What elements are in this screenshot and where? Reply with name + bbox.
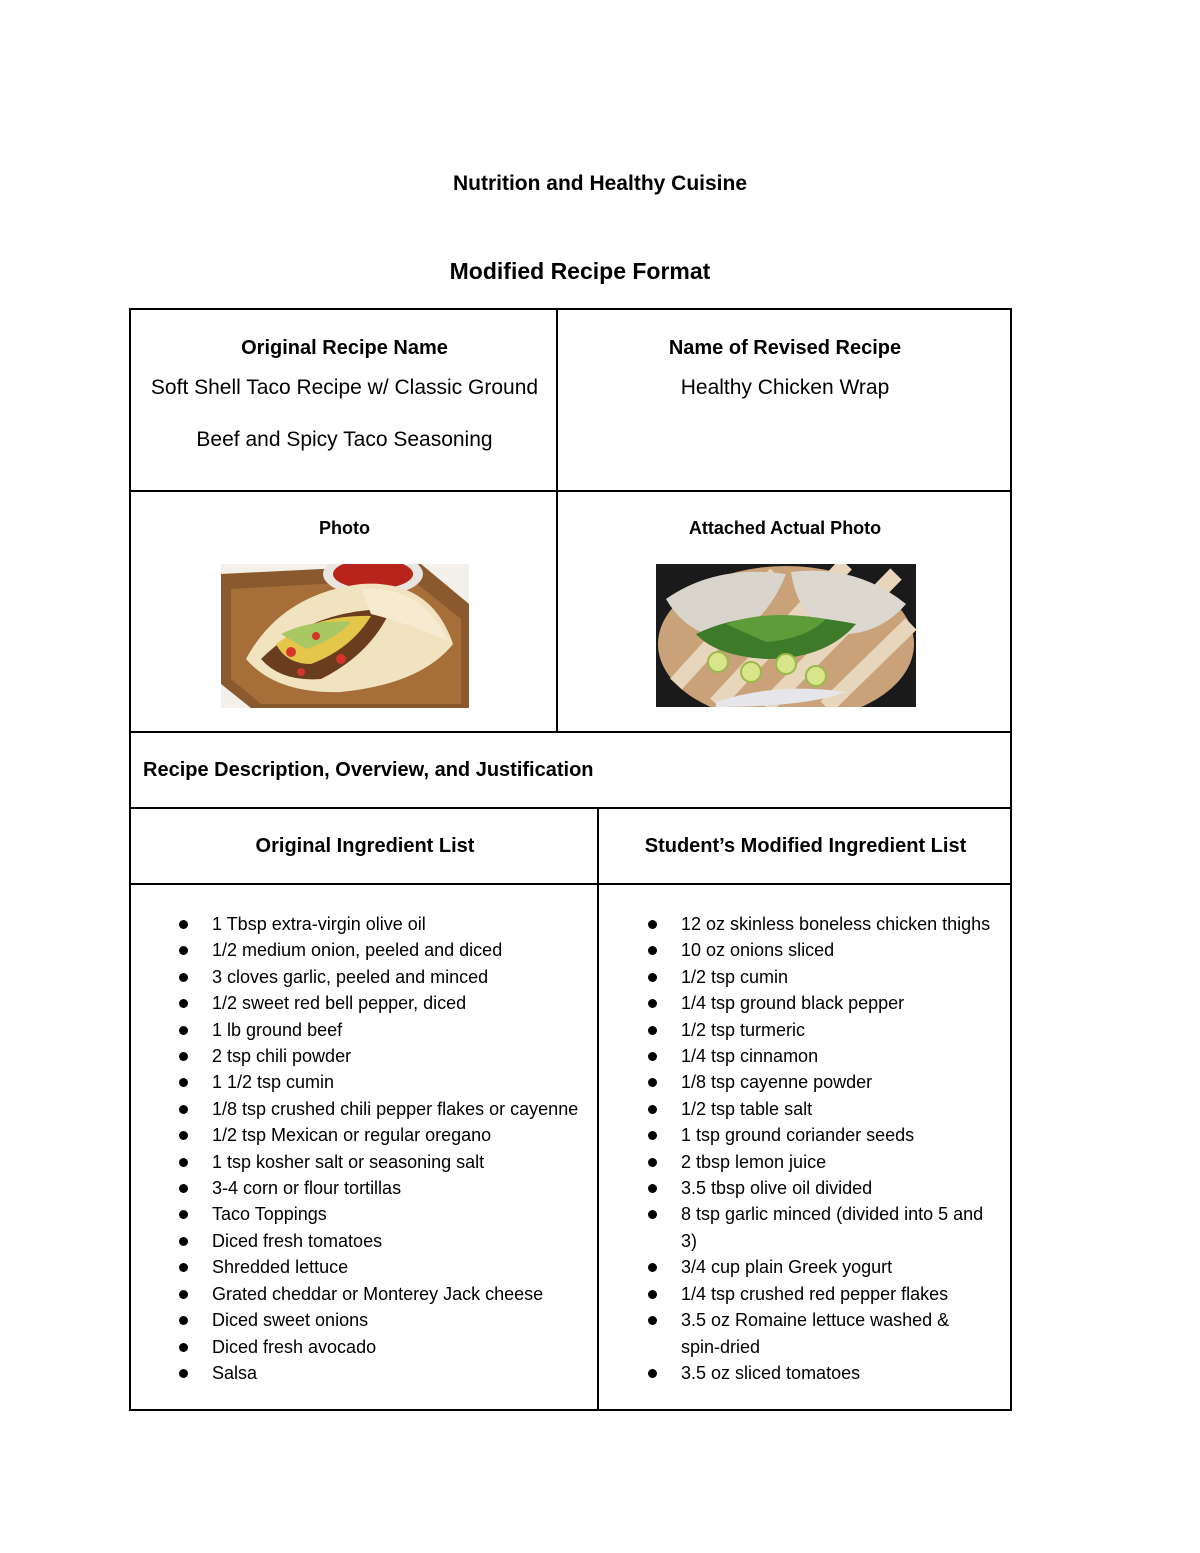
ingredient-item: 8 tsp garlic minced (divided into 5 and 3)	[681, 1201, 991, 1254]
ingredient-item: 1/2 tsp turmeric	[681, 1017, 991, 1043]
ingredient-item: 1/4 tsp cinnamon	[681, 1043, 991, 1069]
ingredient-item: 12 oz skinless boneless chicken thighs	[681, 911, 991, 937]
ingredient-item: 3 cloves garlic, peeled and minced	[212, 964, 597, 990]
row-divider	[131, 883, 1010, 885]
original-name-cell	[131, 310, 558, 490]
revised-name-cell	[558, 310, 1012, 490]
modified-ingredient-list	[681, 911, 991, 1386]
description-cell	[131, 733, 1012, 807]
original-ingredient-list	[212, 911, 597, 1386]
ingredient-item: 1 1/2 tsp cumin	[212, 1069, 597, 1095]
ingredient-item: 1 lb ground beef	[212, 1017, 597, 1043]
ingredient-item: 1/8 tsp crushed chili pepper flakes or cayenne	[212, 1096, 597, 1122]
ingredient-item: 3/4 cup plain Greek yogurt	[681, 1254, 991, 1280]
ingredient-item: Taco Toppings	[212, 1201, 597, 1227]
original-ingredients-header-cell	[131, 809, 599, 883]
original-recipe-name-header: Original Recipe Name	[241, 337, 448, 359]
revised-recipe-name-header: Name of Revised Recipe	[668, 337, 902, 359]
ingredient-item: Diced sweet onions	[212, 1307, 597, 1333]
ingredient-item: 2 tbsp lemon juice	[681, 1149, 991, 1175]
ingredient-item: 1/2 sweet red bell pepper, diced	[212, 990, 597, 1016]
ingredient-item: 1/2 tsp cumin	[681, 964, 991, 990]
taco-photo	[221, 564, 469, 708]
ingredient-item: Diced fresh avocado	[212, 1334, 597, 1360]
document-title: Modified Recipe Format	[449, 258, 711, 284]
original-photo-header: Photo	[319, 518, 370, 538]
course-title: Nutrition and Healthy Cuisine	[452, 172, 748, 195]
ingredient-item: 1/4 tsp crushed red pepper flakes	[681, 1281, 991, 1307]
ingredient-item: 1/8 tsp cayenne powder	[681, 1069, 991, 1095]
original-ingredient-list-cell	[212, 911, 597, 1386]
ingredient-item: 1 tsp kosher salt or seasoning salt	[212, 1149, 597, 1175]
modified-ingredients-header: Student’s Modified Ingredient List	[644, 835, 967, 857]
ingredient-item: 1/2 tsp Mexican or regular oregano	[212, 1122, 597, 1148]
ingredient-item: 3.5 oz sliced tomatoes	[681, 1360, 991, 1386]
original-recipe-name-line2: Beef and Spicy Taco Seasoning	[196, 428, 493, 451]
ingredient-item: Shredded lettuce	[212, 1254, 597, 1280]
modified-ingredients-header-cell	[599, 809, 1012, 883]
description-header: Recipe Description, Overview, and Justification	[143, 759, 594, 781]
ingredient-item: 3.5 tbsp olive oil divided	[681, 1175, 991, 1201]
ingredient-item: 3-4 corn or flour tortillas	[212, 1175, 597, 1201]
ingredient-item: 1/2 medium onion, peeled and diced	[212, 937, 597, 963]
revised-photo-cell	[558, 492, 1012, 731]
ingredient-item: 1/4 tsp ground black pepper	[681, 990, 991, 1016]
ingredient-item: Grated cheddar or Monterey Jack cheese	[212, 1281, 597, 1307]
original-recipe-name-line1: Soft Shell Taco Recipe w/ Classic Ground	[150, 376, 539, 399]
ingredient-item: 1 tsp ground coriander seeds	[681, 1122, 991, 1148]
ingredient-item: Diced fresh tomatoes	[212, 1228, 597, 1254]
ingredient-item: 10 oz onions sliced	[681, 937, 991, 963]
column-divider-bottom	[597, 808, 599, 1411]
ingredient-item: 1 Tbsp extra-virgin olive oil	[212, 911, 597, 937]
chicken-wrap-photo	[656, 564, 916, 707]
modified-ingredient-list-cell	[681, 911, 991, 1386]
original-photo-cell	[131, 492, 558, 731]
original-ingredients-header: Original Ingredient List	[255, 835, 475, 857]
revised-photo-header: Attached Actual Photo	[688, 518, 882, 538]
revised-recipe-name: Healthy Chicken Wrap	[680, 376, 890, 399]
ingredient-item: Salsa	[212, 1360, 597, 1386]
ingredient-item: 3.5 oz Romaine lettuce washed & spin-dried	[681, 1307, 991, 1360]
recipe-table	[129, 308, 1012, 1411]
ingredient-item: 2 tsp chili powder	[212, 1043, 597, 1069]
ingredient-item: 1/2 tsp table salt	[681, 1096, 991, 1122]
